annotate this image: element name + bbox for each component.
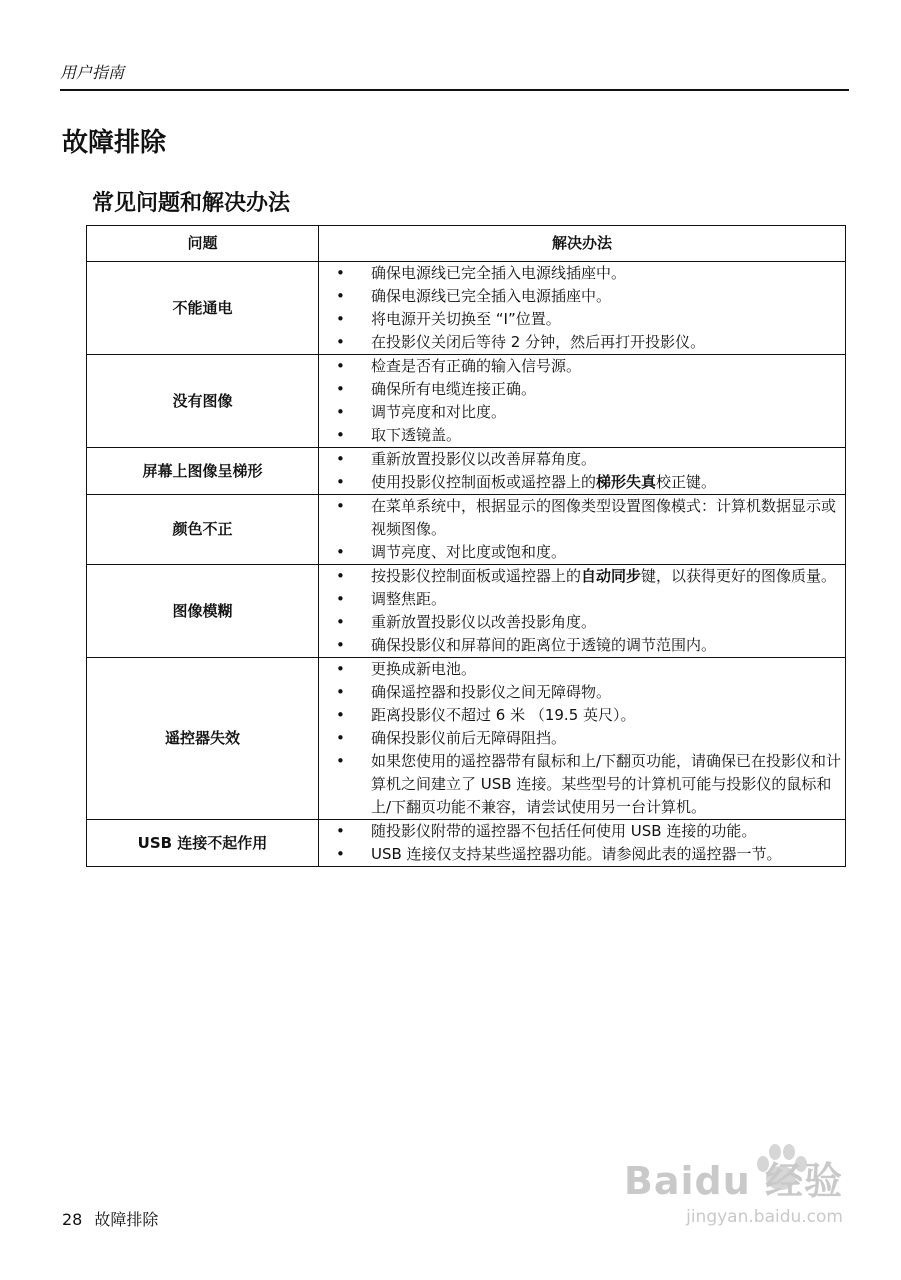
table-row [87,262,846,355]
solution-item: • 重新放置投影仪以改善屏幕角度。 [319,448,845,471]
keyword-keystone: 梯形失真 [596,473,657,491]
table-row [87,565,846,658]
page-number: 28 [62,1210,83,1229]
solution-cell [319,820,846,867]
bullet: • [336,752,345,770]
bullet: • [336,590,345,608]
watermark-logo: Baidu 经验 [623,1159,843,1203]
bullet: • [336,380,345,398]
solution-item: • 将电源开关切换至 “I”位置。 [319,308,845,331]
solution-cell [319,495,846,565]
solution-item: • 如果您使用的遥控器带有鼠标和上/下翻页功能，请确保已在投影仪和计算机之间建立了 USB 连接。某些型号的计算机可能与投影仪的鼠标和上/下翻页功能不兼容，请尝试使用另一台计算机。 [336,752,842,816]
solution-list [319,495,845,564]
bullet: • [336,729,345,747]
problem-cell: 不能通电 [87,262,319,355]
column-header-problem: 问题 [87,226,319,262]
bullet: • [336,426,345,444]
problem-cell: 颜色不正 [87,495,319,565]
problem-cell: 图像模糊 [87,565,319,658]
table-row [87,355,846,448]
solution-item: • 更换成新电池。 [319,658,845,681]
solution-item: • 使用投影仪控制面板或遥控器上的梯形失真校正键。 [319,471,845,494]
solution-item: • 调节亮度和对比度。 [319,401,845,424]
table-row [87,658,846,820]
troubleshooting-table [86,225,846,867]
table-row [87,820,846,867]
bullet: • [336,567,345,585]
bullet: • [336,543,345,561]
bullet: • [336,636,345,654]
solution-list [319,820,845,866]
solution-list [319,355,845,447]
bullet: • [336,706,345,724]
page-footer [62,1207,158,1230]
footer-section-label: 故障排除 [94,1210,159,1229]
problem-cell: 遥控器失效 [87,658,319,820]
solution-item: • 调节亮度、对比度或饱和度。 [319,541,845,564]
baidu-watermark [624,1150,843,1227]
keyword-auto-sync: 自动同步 [581,567,642,585]
solution-item: • 重新放置投影仪以改善投影角度。 [319,611,845,634]
solution-item: • 确保电源线已完全插入电源插座中。 [319,285,845,308]
running-header: 用户指南 [60,63,125,82]
solution-item: • 取下透镜盖。 [319,424,845,447]
solution-cell [319,448,846,495]
problem-cell: 屏幕上图像呈梯形 [87,448,319,495]
table-header-row [87,226,846,262]
solution-cell [319,658,846,820]
bullet: • [336,450,345,468]
solution-item: • 按投影仪控制面板或遥控器上的自动同步键，以获得更好的图像质量。 [319,565,845,588]
bullet: • [336,473,345,491]
solution-list [319,448,845,494]
bullet: • [336,264,345,282]
bullet: • [336,613,345,631]
section-title: 常见问题和解决办法 [92,191,291,216]
solution-item: • 确保所有电缆连接正确。 [319,378,845,401]
bullet: • [336,660,345,678]
solution-cell [319,565,846,658]
table-row [87,448,846,495]
solution-item: • USB 连接仅支持某些遥控器功能。请参阅此表的遥控器一节。 [319,843,845,866]
solution-item: • 随投影仪附带的遥控器不包括任何使用 USB 连接的功能。 [319,820,845,843]
solution-item: • 确保遥控器和投影仪之间无障碍物。 [319,681,845,704]
solution-item: • 检查是否有正确的输入信号源。 [319,355,845,378]
bullet: • [336,357,345,375]
bullet: • [336,287,345,305]
solution-item: • 确保电源线已完全插入电源线插座中。 [319,262,845,285]
bullet: • [336,822,345,840]
bullet: • [336,683,345,701]
bullet: • [336,845,345,863]
solution-list [319,262,845,354]
problem-cell: USB 连接不起作用 [87,820,319,867]
page-title: 故障排除 [62,128,167,158]
solution-item: • 确保投影仪前后无障碍阻挡。 [319,727,845,750]
problem-cell: 没有图像 [87,355,319,448]
solution-item: • 在菜单系统中，根据显示的图像类型设置图像模式：计算机数据显示或视频图像。 [336,497,837,538]
table-row [87,495,846,565]
solution-list [319,658,845,819]
bullet: • [336,403,345,421]
solution-cell [319,262,846,355]
bullet: • [336,310,345,328]
bullet: • [336,333,345,351]
watermark-url: jingyan.baidu.com [686,1207,843,1227]
solution-item: • 调整焦距。 [319,588,845,611]
solution-cell [319,355,846,448]
solution-item: • 在投影仪关闭后等待 2 分钟，然后再打开投影仪。 [319,331,845,354]
solution-item: • 确保投影仪和屏幕间的距离位于透镜的调节范围内。 [319,634,845,657]
column-header-solution: 解决办法 [319,226,846,262]
bullet: • [336,497,345,515]
header-rule [60,89,849,91]
solution-list [319,565,845,657]
solution-item: • 距离投影仪不超过 6 米 （19.5 英尺）。 [319,704,845,727]
